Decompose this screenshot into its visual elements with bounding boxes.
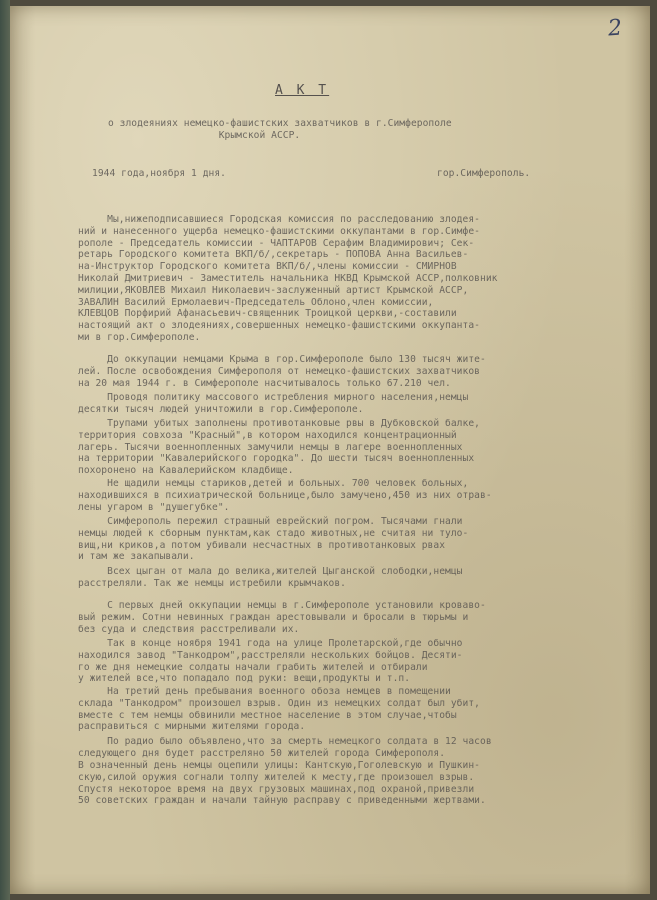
paragraph-gypsies: Всех цыган от мала до велика,жителей Цыганской слободки,немцы расстреляли. Так же немцы истребили крымчаков. bbox=[78, 566, 463, 589]
paragraph-execution: В означенный день немцы оцепили улицы: Кантскую,Гоголевскую и Пушкин- скую,силой оружия согнали толпу жителей к месту,где произошел взрыв. Спустя некоторое время на двух грузовых машинах,под охраной,привезли 50 советских граждан и начали тайную расправу с приведенными жертвами. bbox=[78, 760, 486, 807]
paragraph-ditches: Трупами убитых заполнены противотанковые рвы в Дубковской балке, территория совхоза "Красный",в котором находился концентрационный лагерь. Тысячи военнопленных замучили немцы в лагере военнопленных на территории "Кавалерийского городка". До шести тысяч военнопленных похоронено на Кавалерийском кладбище. bbox=[78, 418, 480, 477]
date-line: 1944 года,ноября 1 дня. bbox=[92, 168, 226, 179]
page-number: 2 bbox=[607, 15, 623, 42]
document-title: А К Т bbox=[275, 83, 330, 98]
paragraph-pogrom: Симферополь пережил страшный еврейский погром. Тысячами гнали немцы людей к сборным пунктам,как стадо животных,не считая ни туло- вищ,ни криков,а потом убивали несчастных в противотанковых рвах и там же закапывали. bbox=[78, 516, 469, 563]
paragraph-patients: Не щадили немцы стариков,детей и больных. 700 человек больных, находившихся в психиатрической больнице,было замучено,450 из них отрав- лены угаром в "душегубке". bbox=[78, 478, 492, 513]
paragraph-regime: С первых дней оккупации немцы в г.Симферополе установили кроваво- вый режим. Сотни невинных граждан арестовывали и бросали в тюрьмы и без суда и следствия расстреливали их. bbox=[78, 600, 486, 635]
document-subtitle: о злодеяниях немецко-фашистских захватчиков в г.Симферополе Крымской АССР. bbox=[108, 118, 452, 141]
paragraph-extermination: Проводя политику массового истребления мирного населения,немцы десятки тысяч людей уничтожили в гор.Симферополе. bbox=[78, 392, 469, 415]
paragraph-radio: По радио было объявлено,что за смерть немецкого солдата в 12 часов следующего дня будет расстреляно 50 жителей города Симферополя. bbox=[78, 736, 492, 759]
paragraph-commission: Мы,нижеподписавшиеся Городская комиссия по расследованию злодея- ний и нанесенного ущерба немецко-фашистскими оккупантами в гор.Симфе- рополе - Председатель комиссии - ЧАПТАРОВ Серафим Владимирович; Сек- ретарь Городского комитета ВКП/б/,секретарь - ПОПОВА Анна Васильев- на-Инструктор Городского комитета ВКП/б/,члены комиссии - СМИРНОВ Николай Дмитриевич - Заместитель начальника НКВД Крымской АССР,полковник милиции,ЯКОВЛЕВ Михаил Николаевич-заслуженный артист Крымской АССР, ЗАВАЛИН Василий Ермолаевич-Председатель Облоно,член комиссии, КЛЕВЦОВ Порфирий Афанасьевич-священник Троицкой церкви,-составили настоящий акт о злодеяниях,совершенных немецко-фашистскими оккупанта- ми в гор.Симферополе. bbox=[78, 214, 498, 343]
paragraph-november: Так в конце ноября 1941 года на улице Пролетарской,где обычно находился завод "Танкодром",расстреляли нескольких бойцов. Десяти- го же дня немецкие солдаты начали грабить жителей и отбирали у жителей все,что попадало под руки: вещи,продукты и т.п. bbox=[78, 638, 463, 685]
place-line: гор.Симферополь. bbox=[437, 168, 531, 179]
paragraph-explosion: На третий день пребывания военного обоза немцев в помещении склада "Танкодром" произошел взрыв. Один из немецких солдат был убит, вместе с тем немцы обвинили местное население в этом случае,чтобы расправиться с мирными жителями города. bbox=[78, 686, 480, 733]
binding-edge bbox=[0, 0, 10, 900]
paragraph-population: До оккупации немцами Крыма в гор.Симферополе было 130 тысяч жите- лей. После освобождения Симферополя от немецко-фашистских захватчиков на 20 мая 1944 г. в Симферополе насчитывалось только 67.210 чел. bbox=[78, 354, 486, 389]
